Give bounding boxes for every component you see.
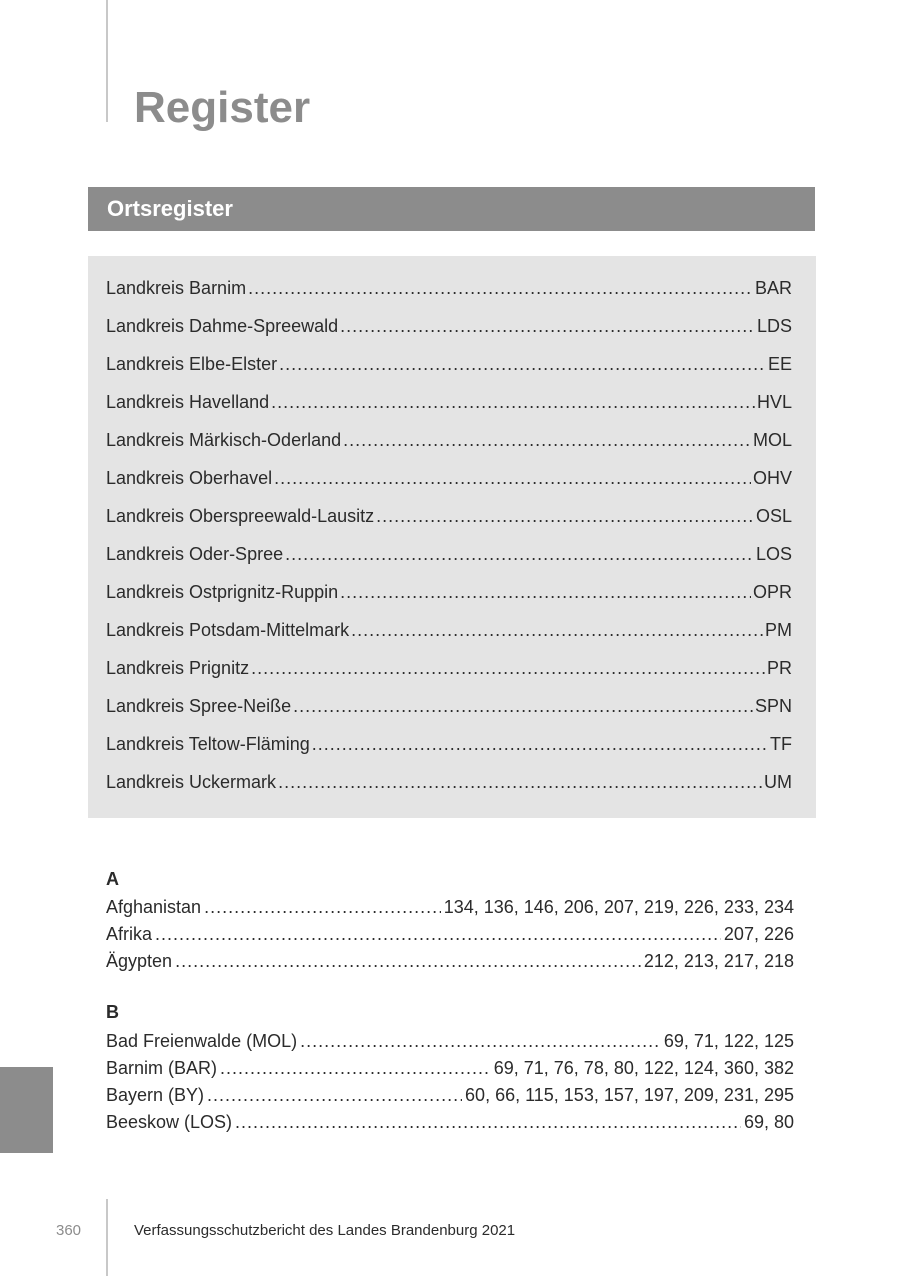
district-name: Landkreis Uckermark [106, 772, 277, 792]
district-name: Landkreis Oberspreewald-Lausitz [106, 506, 375, 526]
district-name: Landkreis Havelland [106, 392, 270, 412]
district-row [106, 273, 792, 299]
district-name: Landkreis Oberhavel [106, 468, 273, 488]
district-row [106, 539, 792, 565]
index-letter-b: B [106, 1002, 119, 1022]
leader-dots [293, 695, 753, 717]
district-row [106, 767, 792, 793]
index-entry [106, 946, 794, 972]
section-title: Ortsregister [107, 196, 233, 221]
district-code: EE [767, 354, 792, 374]
leader-dots [340, 315, 755, 337]
district-code: BAR [754, 278, 792, 298]
district-code: LOS [755, 544, 792, 564]
chapter-tab [0, 1067, 53, 1153]
district-row [106, 349, 792, 375]
index-pages: 212, 213, 217, 218 [643, 951, 794, 971]
index-pages: 69, 71, 76, 78, 80, 122, 124, 360, 382 [493, 1058, 794, 1078]
district-code: UM [764, 772, 792, 792]
index-entry [106, 892, 794, 918]
footer-rule [106, 1199, 108, 1276]
district-name: Landkreis Dahme-Spreewald [106, 316, 339, 336]
district-code: PR [766, 658, 792, 678]
leader-dots [274, 467, 751, 489]
leader-dots [340, 581, 751, 603]
leader-dots [207, 1084, 462, 1106]
leader-dots [312, 733, 768, 755]
index-letter-a: A [106, 869, 119, 889]
index-entry [106, 1107, 794, 1133]
district-row [106, 463, 792, 489]
leader-dots [271, 391, 755, 413]
district-name: Landkreis Märkisch-Oderland [106, 430, 342, 450]
index-pages: 134, 136, 146, 206, 207, 219, 226, 233, 234 [443, 897, 794, 917]
footer-text: Verfassungsschutzbericht des Landes Brandenburg 2021 [134, 1222, 516, 1239]
district-name: Landkreis Potsdam-Mittelmark [106, 620, 350, 640]
index-term: Ägypten [106, 951, 173, 971]
index-term: Beeskow (LOS) [106, 1112, 233, 1132]
district-name: Landkreis Oder-Spree [106, 544, 284, 564]
leader-dots [220, 1057, 491, 1079]
district-code: PM [765, 620, 792, 640]
district-row [106, 653, 792, 679]
page-number: 360 [56, 1222, 82, 1239]
district-name: Landkreis Spree-Neiße [106, 696, 292, 716]
index-entry [106, 1053, 794, 1079]
district-row [106, 425, 792, 451]
index-pages: 207, 226 [723, 924, 794, 944]
district-code: LDS [756, 316, 792, 336]
district-row [106, 729, 792, 755]
leader-dots [251, 657, 765, 679]
index-pages: 69, 71, 122, 125 [663, 1031, 794, 1051]
leader-dots [204, 896, 441, 918]
leader-dots [235, 1111, 741, 1133]
index-term: Bad Freienwalde (MOL) [106, 1031, 298, 1051]
district-code: OSL [755, 506, 792, 526]
index-term: Barnim (BAR) [106, 1058, 218, 1078]
index-entry [106, 1080, 794, 1106]
section-header [88, 187, 815, 231]
page-title: Register [134, 83, 311, 132]
district-name: Landkreis Teltow-Fläming [106, 734, 310, 754]
district-name: Landkreis Barnim [106, 278, 247, 298]
index-entry [106, 919, 794, 945]
district-code: HVL [756, 392, 792, 412]
district-code: OPR [752, 582, 792, 602]
index-term: Bayern (BY) [106, 1085, 205, 1105]
district-row [106, 501, 792, 527]
leader-dots [285, 543, 754, 565]
header-rule [106, 0, 108, 122]
index-pages: 69, 80 [743, 1112, 794, 1132]
district-name: Landkreis Ostprignitz-Ruppin [106, 582, 339, 602]
leader-dots [300, 1030, 661, 1052]
leader-dots [278, 771, 762, 793]
leader-dots [155, 923, 721, 945]
leader-dots [351, 619, 763, 641]
district-row [106, 615, 792, 641]
leader-dots [376, 505, 754, 527]
index-term: Afrika [106, 924, 153, 944]
index-term: Afghanistan [106, 897, 202, 917]
district-code: OHV [752, 468, 792, 488]
leader-dots [248, 277, 753, 299]
leader-dots [343, 429, 751, 451]
index-pages: 60, 66, 115, 153, 157, 197, 209, 231, 295 [465, 1085, 794, 1105]
district-name: Landkreis Prignitz [106, 658, 250, 678]
district-row [106, 387, 792, 413]
district-row [106, 691, 792, 717]
district-name: Landkreis Elbe-Elster [106, 354, 278, 374]
leader-dots [279, 353, 766, 375]
district-row [106, 577, 792, 603]
district-code: MOL [752, 430, 792, 450]
index-entry [106, 1026, 794, 1052]
district-code: TF [770, 734, 792, 754]
district-code: SPN [754, 696, 792, 716]
district-row [106, 311, 792, 337]
leader-dots [175, 950, 641, 972]
district-list [88, 256, 816, 818]
